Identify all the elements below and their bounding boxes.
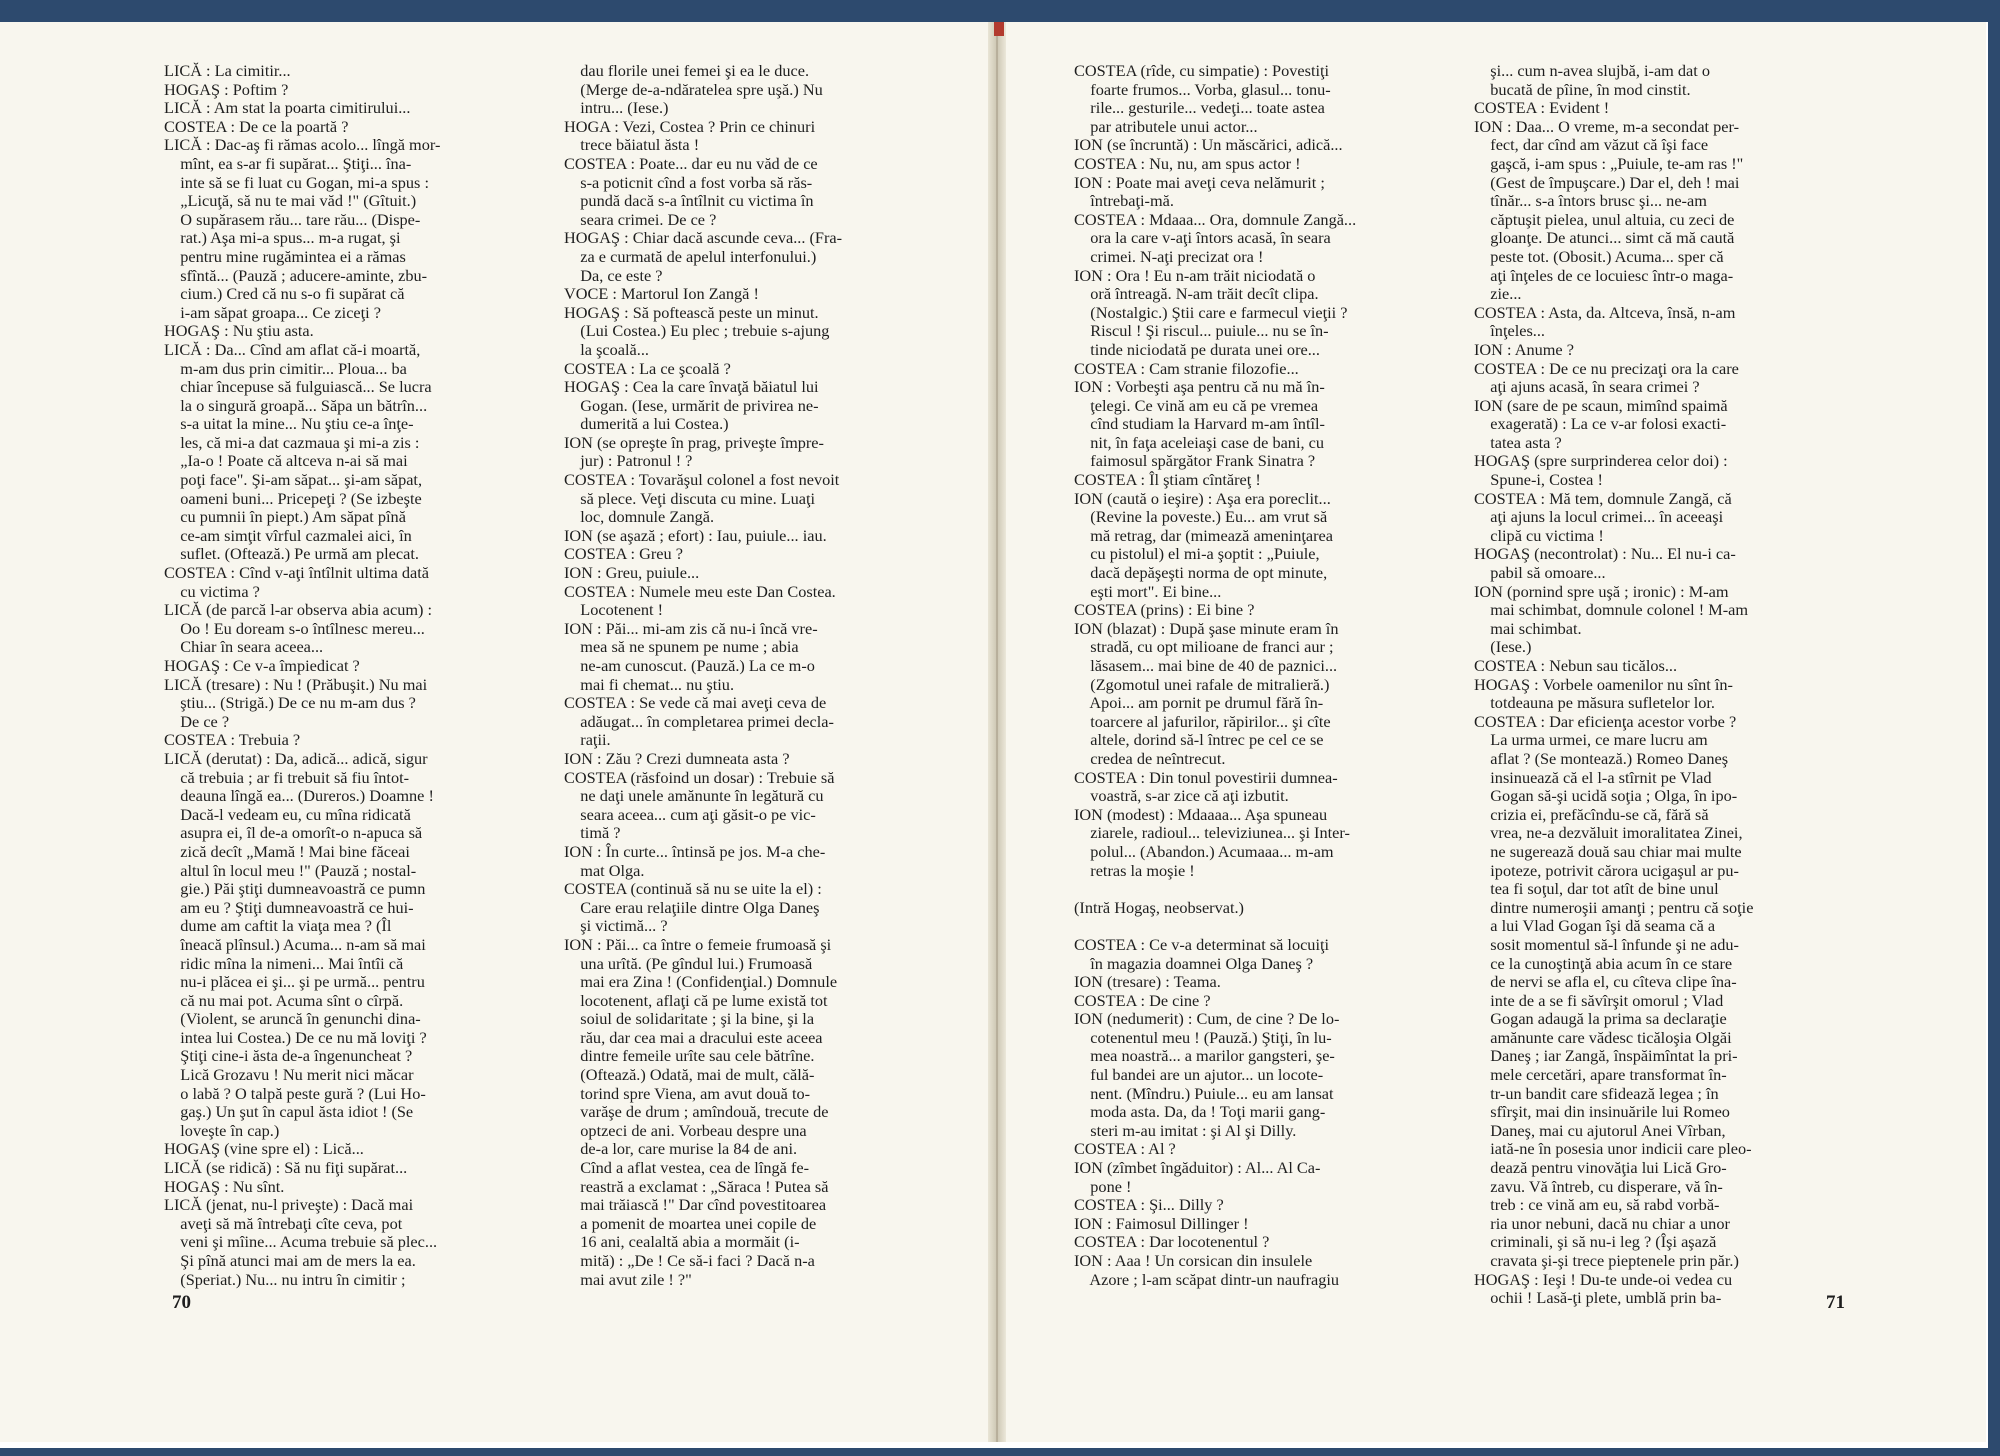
right-page-column-2: şi... cum n-avea slujbă, i-am dat o bucată de pîine, în mod cinstit. COSTEA : Evident ! ION : Daa... O vreme, m-a secondat per- fect, dar cînd am văzut că îşi face gaşcă, i-am spus : „Puiule, te-am ras !" (Gest de împuşcare.) Dar el, deh ! mai tînăr... s-a întors brusc şi... ne-am căptuşit pielea, unul altuia, cu zeci de gloanţe. De atunci... simt că mă caută peste tot. (Obosit.) Acuma... sper că aţi înţeles de ce locuiesc într-o maga- zie... COSTEA : Asta, da. Altceva, însă, n-am înţeles... ION : Anume ? COSTEA : De ce nu precizaţi ora la care aţi ajuns acasă, în seara crimei ? ION (sare de pe scaun, mimînd spaimă exagerată) : La ce v-ar folosi exacti- tatea asta ? HOGAŞ (spre surprinderea celor doi) : Spune-i, Costea ! COSTEA : Mă tem, domnule Zangă, că aţi ajuns la locul crimei... în aceeaşi clipă cu victima ! HOGAŞ (necontrolat) : Nu... El nu-i ca- pabil să omoare... ION (pornind spre uşă ; ironic) : M-am mai schimbat, domnule colonel ! M-am mai schimbat. (Iese.) COSTEA : Nebun sau ticălos... HOGAŞ : Vorbele oamenilor nu sînt în- totdeauna pe măsura sufletelor lor. COSTEA : Dar eficienţa acestor vorbe ? La urma urmei, ce mare lucru am aflat ? (Se montează.) Romeo Daneş insinuează că el l-a stîrnit pe Vlad Gogan să-şi ucidă soţia ; Olga, în ipo- crizia ei, prefăcîndu-se că, fără să vrea, ne-a dezvăluit imoralitatea Zinei, ne sugerează două sau chiar mai multe ipoteze, potrivit cărora ucigaşul ar pu- tea fi soţul, dar tot atît de bine unul dintre numeroşii amanţi ; pentru că soţie a lui Vlad Gogan îşi dă seama că a sosit momentul să-l înfunde şi ne adu- ce la cunoştinţă abia acum în ce stare de nervi se afla el, cu cîteva clipe îna- inte de a se fi săvîrşit omorul ; Vlad Gogan adaugă la prima sa declaraţie amănunte care vădesc ticăloşia Olgăi Daneş ; iar Zangă, înspăimîntat la pri- mele cercetări, apare transformat în- tr-un bandit care sfidează legea ; în sfîrşit, mai din insinuările lui Romeo Daneş, mai cu ajutorul Anei Vîrban, iată-ne în posesia unor indicii care pleo- dează pentru vinovăţia lui Lică Gro- zavu. Vă întreb, cu disperare, vă în- treb : ce vină am eu, să rabd vorbă- ria unor nebuni, dacă nu chiar a unor criminali, şi să nu-i leg ? (Îşi aşază cravata şi-şi trece pieptenele prin păr.) HOGAŞ : Ieşi ! Du-te unde-oi vedea cu ochii ! Lasă-ţi plete, umblă prin ba- [1474, 62, 1754, 1308]
left-page-column-1: LICĂ : La cimitir... HOGAŞ : Poftim ? LICĂ : Am stat la poarta cimitirului... COSTEA : De ce la poartă ? LICĂ : Dac-aş fi rămas acolo... lîngă mor- mînt, ea s-ar fi supărat... Ştiţi... îna- inte să se fi luat cu Gogan, mi-a spus : „Licuţă, să nu te mai văd !" (Gîtuit.) O supărasem rău... tare rău... (Dispe- rat.) Aşa mi-a spus... m-a rugat, şi pentru mine rugămintea ei a rămas sfîntă... (Pauză ; aducere-aminte, zbu- cium.) Cred că nu s-o fi supărat că i-am săpat groapa... Ce ziceţi ? HOGAŞ : Nu ştiu asta. LICĂ : Da... Cînd am aflat că-i moartă, m-am dus prin cimitir... Ploua... ba chiar începuse să fulguiască... Se lucra la o singură groapă... Săpa un bătrîn... s-a uitat la mine... Nu ştiu ce-a înţe- les, că mi-a dat cazmaua şi mi-a zis : „Ia-o ! Poate că altceva n-ai să mai poţi face". Şi-am săpat... şi-am săpat, oameni buni... Pricepeţi ? (Se izbeşte cu pumnii în piept.) Am săpat pînă ce-am simţit vîrful cazmalei aici, în suflet. (Oftează.) Pe urmă am plecat. COSTEA : Cînd v-aţi întîlnit ultima dată cu victima ? LICĂ (de parcă l-ar observa abia acum) : Oo ! Eu doream s-o întîlnesc mereu... Chiar în seara aceea... HOGAŞ : Ce v-a împiedicat ? LICĂ (tresare) : Nu ! (Prăbuşit.) Nu mai ştiu... (Strigă.) De ce nu m-am dus ? De ce ? COSTEA : Trebuia ? LICĂ (derutat) : Da, adică... adică, sigur că trebuia ; ar fi trebuit să fiu întot- deauna lîngă ea... (Dureros.) Doamne ! Dacă-l vedeam eu, cu mîna ridicată asupra ei, îl de-a omorît-o n-apuca să zică decît „Mamă ! Mai bine făceai altul în locul meu !" (Pauză ; nostal- gie.) Păi ştiţi dumneavoastră ce pumn am eu ? Ştiţi dumneavoastră ce hui- dume am caftit la viaţa mea ? (Îl îneacă plînsul.) Acuma... n-am să mai ridic mîna la nimeni... Mai întîi că nu-i plăcea ei şi... şi pe urmă... pentru că nu mai pot. Acuma sînt o cîrpă. (Violent, se aruncă în genunchi dina- intea lui Costea.) De ce nu mă loviţi ? Ştiţi cine-i ăsta de-a îngenuncheat ? Lică Grozavu ! Nu merit nici măcar o labă ? O talpă peste gură ? (Lui Ho- gaş.) Un şut în capul ăsta idiot ! (Se loveşte în cap.) HOGAŞ (vine spre el) : Lică... LICĂ (se ridică) : Să nu fiţi supărat... HOGAŞ : Nu sînt. LICĂ (jenat, nu-l priveşte) : Dacă mai aveţi să mă întrebaţi cîte ceva, pot veni şi mîine... Acuma trebuie să plec... Şi pînă atunci mai am de mers la ea. (Speriat.) Nu... nu intru în cimitir ; [164, 62, 441, 1289]
left-page-number: 70 [172, 1292, 191, 1313]
book-cover-bottom-edge [0, 1448, 2000, 1456]
right-page-number: 71 [1826, 1292, 1845, 1313]
right-page-column-1: COSTEA (rîde, cu simpatie) : Povestiţi foarte frumos... Vorba, glasul... tonu- rile... gesturile... vedeţi... toate astea par atributele unui actor... ION (se încruntă) : Un măscărici, adică... COSTEA : Nu, nu, am spus actor ! ION : Poate mai aveţi ceva nelămurit ; întrebaţi-mă. COSTEA : Mdaaa... Ora, domnule Zangă... ora la care v-aţi întors acasă, în seara crimei. N-aţi precizat ora ! ION : Ora ! Eu n-am trăit niciodată o oră întreagă. N-am trăit decît clipa. (Nostalgic.) Ştii care e farmecul vieţii ? Riscul ! Şi riscul... puiule... nu se în- tinde niciodată pe durata unei ore... COSTEA : Cam stranie filozofie... ION : Vorbeşti aşa pentru că nu mă în- ţelegi. Ce vină am eu că pe vremea cînd studiam la Harvard m-am întîl- nit, în faţa aceleiaşi case de bani, cu faimosul spărgător Frank Sinatra ? COSTEA : Îl ştiam cîntăreţ ! ION (caută o ieşire) : Aşa era poreclit... (Revine la poveste.) Eu... am vrut să mă retrag, dar (mimează ameninţarea cu pistolul) el mi-a şoptit : „Puiule, dacă depăşeşti norma de opt minute, eşti mort". Ei bine... COSTEA (prins) : Ei bine ? ION (blazat) : După şase minute eram în stradă, cu opt milioane de franci aur ; lăsasem... mai bine de 40 de paznici... (Zgomotul unei rafale de mitralieră.) Apoi... am pornit pe drumul fără în- toarcere al jafurilor, răpirilor... şi cîte altele, dorind să-l întrec pe cel ce se credea de neîntrecut. COSTEA : Din tonul povestirii dumnea- voastră, s-ar zice că aţi izbutit. ION (modest) : Mdaaaa... Aşa spuneau ziarele, radioul... televiziunea... şi Inter- polul... (Abandon.) Acumaaa... m-am retras la moşie ! (Intră Hogaş, neobservat.) COSTEA : Ce v-a determinat să locuiţi în magazia doamnei Olga Daneş ? ION (tresare) : Teama. COSTEA : De cine ? ION (nedumerit) : Cum, de cine ? De lo- cotenentul meu ! (Pauză.) Ştiţi, în lu- mea noastră... a marilor gangsteri, şe- ful bandei are un ajutor... un locote- nent. (Mîndru.) Puiule... eu am lansat moda asta. Da, da ! Toţi marii gang- steri m-au imitat : şi Al şi Dilly. COSTEA : Al ? ION (zîmbet îngăduitor) : Al... Al Ca- pone ! COSTEA : Şi... Dilly ? ION : Faimosul Dillinger ! COSTEA : Dar locotenentul ? ION : Aaa ! Un corsican din insulele Azore ; l-am scăpat dintr-un naufragiu [1074, 62, 1357, 1289]
book-cover-top-edge [0, 0, 2000, 22]
book-gutter [988, 22, 1006, 1442]
spine-bookmark-ribbon [994, 22, 1004, 36]
left-page-column-2: dau florile unei femei şi ea le duce. (Merge de-a-ndăratelea spre uşă.) Nu intru... (Iese.) HOGA : Vezi, Costea ? Prin ce chinuri trece băiatul ăsta ! COSTEA : Poate... dar eu nu văd de ce s-a poticnit cînd a fost vorba să răs- pundă dacă s-a întîlnit cu victima în seara crimei. De ce ? HOGAŞ : Chiar dacă ascunde ceva... (Fra- za e curmată de apelul interfonului.) Da, ce este ? VOCE : Martorul Ion Zangă ! HOGAŞ : Să poftească peste un minut. (Lui Costea.) Eu plec ; trebuie s-ajung la şcoală... COSTEA : La ce şcoală ? HOGAŞ : Cea la care învaţă băiatul lui Gogan. (Iese, urmărit de privirea ne- dumerită a lui Costea.) ION (se opreşte în prag, priveşte împre- jur) : Patronul ! ? COSTEA : Tovarăşul colonel a fost nevoit să plece. Veţi discuta cu mine. Luaţi loc, domnule Zangă. ION (se aşază ; efort) : Iau, puiule... iau. COSTEA : Greu ? ION : Greu, puiule... COSTEA : Numele meu este Dan Costea. Locotenent ! ION : Păi... mi-am zis că nu-i încă vre- mea să ne spunem pe nume ; abia ne-am cunoscut. (Pauză.) La ce m-o mai fi chemat... nu ştiu. COSTEA : Se vede că mai aveţi ceva de adăugat... în completarea primei decla- raţii. ION : Zău ? Crezi dumneata asta ? COSTEA (răsfoind un dosar) : Trebuie să ne daţi unele amănunte în legătură cu seara aceea... cum aţi găsit-o pe vic- timă ? ION : În curte... întinsă pe jos. M-a che- mat Olga. COSTEA (continuă să nu se uite la el) : Care erau relaţiile dintre Olga Daneş şi victimă... ? ION : Păi... ca între o femeie frumoasă şi una urîtă. (Pe gîndul lui.) Frumoasă mai era Zina ! (Confidenţial.) Domnule locotenent, aflaţi că pe lume există tot soiul de solidaritate ; şi la bine, şi la rău, dar cea mai a dracului este aceea dintre femeile urîte sau cele bătrîne. (Oftează.) Odată, mai de mult, călă- torind spre Viena, am avut două to- varăşe de drum ; amîndouă, trecute de optzeci de ani. Vorbeau despre una de-a lor, care murise la 84 de ani. Cînd a aflat vestea, cea de lîngă fe- reastră a exclamat : „Săraca ! Putea să mai trăiască !" Dar cînd povestitoarea a pomenit de moartea unei copile de 16 ani, cealaltă abia a mormăit (i- mită) : „De ! Ce să-i faci ? Dacă n-a mai avut zile ! ?" [564, 62, 843, 1289]
book-cover-right-edge [1988, 0, 2000, 1456]
